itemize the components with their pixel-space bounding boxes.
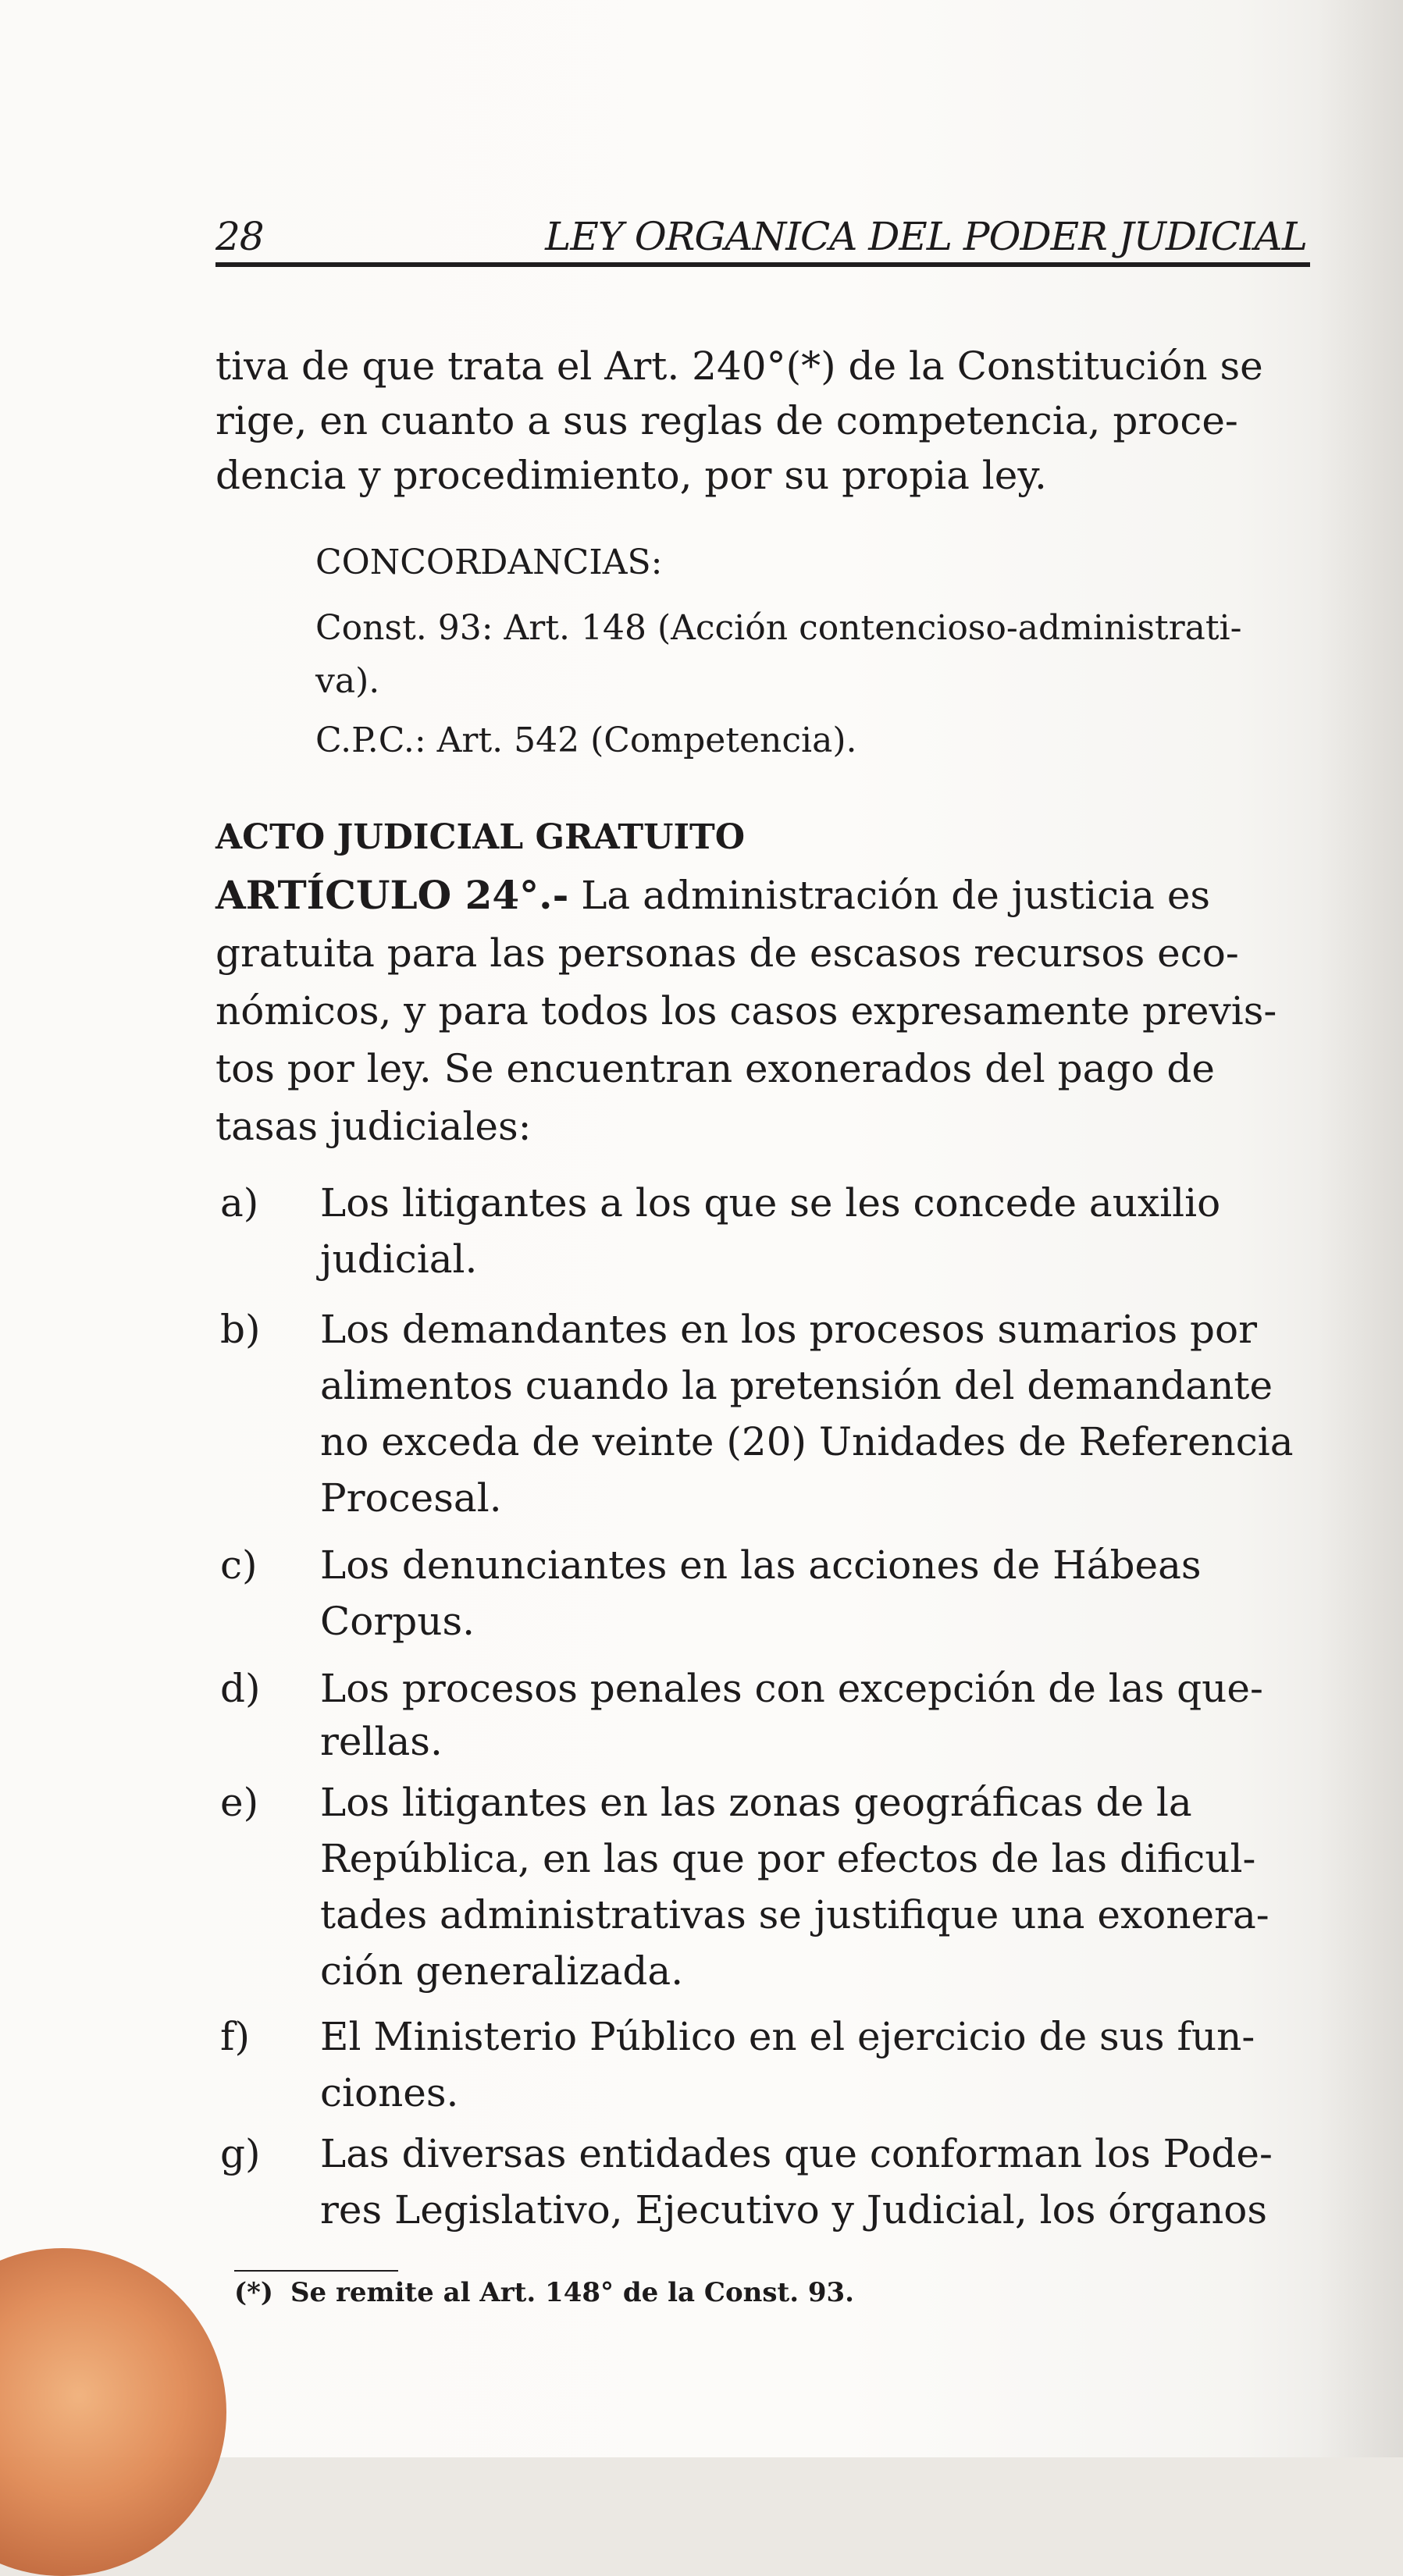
item-line: Los denunciantes en las acciones de Hábeas [320, 1542, 1202, 1588]
item-label: b) [220, 1307, 261, 1352]
concordancia-line: Const. 93: Art. 148 (Acción contencioso-administrati- [315, 608, 1242, 648]
page-number: 28 [215, 214, 264, 259]
item-line: judicial. [320, 1236, 478, 1282]
item-line: ción generalizada. [320, 1948, 684, 1994]
item-label: a) [220, 1180, 259, 1226]
thumb-finger [0, 2248, 226, 2576]
item-line: alimentos cuando la pretensión del demandante [320, 1363, 1273, 1408]
item-line: ciones. [320, 2070, 459, 2115]
item-label: e) [220, 1780, 259, 1825]
item-line: Procesal. [320, 1475, 502, 1521]
intro-line: tiva de que trata el Art. 240°(*) de la Constitución se [215, 343, 1263, 389]
header-rule [215, 262, 1310, 267]
item-line: Los procesos penales con excepción de las que- [320, 1666, 1263, 1711]
item-line: Los demandantes en los procesos sumarios por [320, 1307, 1258, 1352]
intro-line: rige, en cuanto a sus reglas de competencia, proce- [215, 398, 1238, 443]
article-line: tasas judiciales: [215, 1104, 532, 1149]
item-line: res Legislativo, Ejecutivo y Judicial, los órganos [320, 2187, 1268, 2233]
article-line: nómicos, y para todos los casos expresamente previs- [215, 988, 1277, 1034]
section-heading: ACTO JUDICIAL GRATUITO [215, 817, 746, 857]
item-line: Los litigantes en las zonas geográficas de la [320, 1780, 1192, 1825]
item-line: rellas. [320, 1719, 443, 1764]
item-label: g) [220, 2131, 261, 2176]
footnote-text: Se remite al Art. 148° de la Const. 93. [290, 2277, 855, 2308]
item-line: El Ministerio Público en el ejercicio de sus fun- [320, 2014, 1255, 2059]
item-label: f) [220, 2014, 251, 2059]
footnote-rule [234, 2270, 398, 2272]
page-edge-shadow [1317, 0, 1403, 2457]
footnote-mark: (*) [234, 2277, 273, 2308]
concordancia-line: va). [315, 661, 380, 701]
article-first-line [215, 868, 1210, 923]
item-label: c) [220, 1542, 258, 1588]
item-line: Las diversas entidades que conforman los Pode- [320, 2131, 1273, 2176]
footnote [234, 2273, 854, 2312]
article-line: gratuita para las personas de escasos recursos eco- [215, 930, 1239, 976]
article-first-line-text: La administración de justicia es [568, 873, 1211, 918]
article-line: tos por ley. Se encuentran exonerados del pago de [215, 1046, 1216, 1091]
article-label: ARTÍCULO 24°.- [215, 872, 569, 918]
concordancias-heading: CONCORDANCIAS: [315, 543, 663, 582]
intro-line: dencia y procedimiento, por su propia ley. [215, 453, 1047, 498]
item-line: Corpus. [320, 1599, 475, 1644]
item-line: República, en las que por efectos de las dificul- [320, 1836, 1256, 1881]
item-line: Los litigantes a los que se les concede auxilio [320, 1180, 1221, 1226]
item-line: no exceda de veinte (20) Unidades de Referencia [320, 1419, 1294, 1464]
concordancia-line: C.P.C.: Art. 542 (Competencia). [315, 720, 857, 760]
item-label: d) [220, 1666, 261, 1711]
running-head [215, 208, 1312, 262]
running-title: LEY ORGANICA DEL PODER JUDICIAL [545, 214, 1307, 259]
item-line: tades administrativas se justifique una exonera- [320, 1892, 1269, 1937]
